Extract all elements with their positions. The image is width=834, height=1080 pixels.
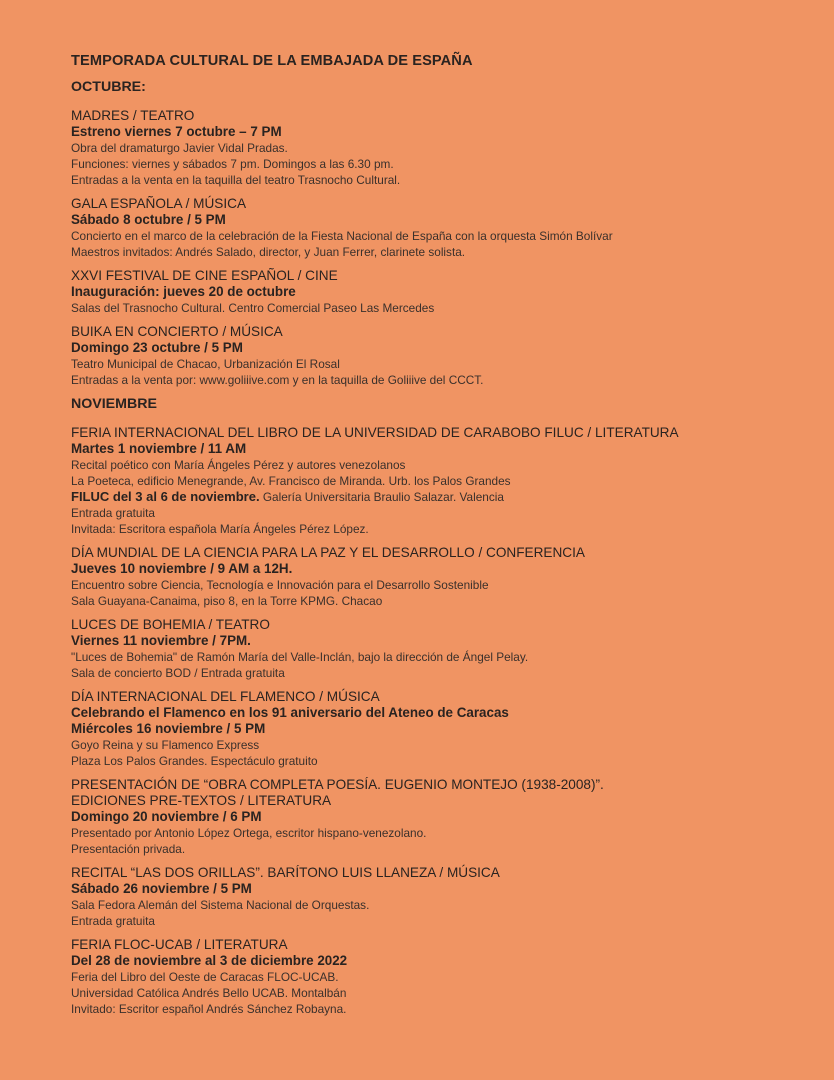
event-date: Miércoles 16 noviembre / 5 PM (71, 721, 266, 736)
event-detail-text: Entradas a la venta en la taquilla del teatro Trasnocho Cultural. (71, 173, 401, 187)
event-detail-text: Maestros invitados: Andrés Salado, director, y Juan Ferrer, clarinete solista. (71, 245, 466, 259)
event-detail (71, 649, 794, 665)
event-date: Sábado 8 octubre / 5 PM (71, 212, 226, 227)
event-detail-text: Invitado: Escritor español Andrés Sánchez Robayna. (71, 1002, 347, 1016)
page-title: TEMPORADA CULTURAL DE LA EMBAJADA DE ESPAÑA (71, 53, 473, 69)
event-detail-text: Concierto en el marco de la celebración de la Fiesta Nacional de España con la orquesta Simón Bolívar (71, 229, 613, 243)
event-block (71, 777, 794, 857)
event-block (71, 324, 794, 388)
event-detail (71, 489, 794, 505)
event-title: FERIA INTERNACIONAL DEL LIBRO DE LA UNIVERSIDAD DE CARABOBO FILUC / LITERATURA (71, 425, 679, 440)
event-detail-text: Salas del Trasnocho Cultural. Centro Comercial Paseo Las Mercedes (71, 301, 435, 315)
event-detail-text: Entrada gratuita (71, 506, 155, 520)
event-title: DÍA INTERNACIONAL DEL FLAMENCO / MÚSICA (71, 689, 380, 704)
event-detail (71, 172, 794, 188)
event-detail-highlight: FILUC del 3 al 6 de noviembre. (71, 489, 260, 504)
event-detail-text: La Poeteca, edificio Menegrande, Av. Francisco de Miranda. Urb. los Palos Grandes (71, 474, 511, 488)
event-title: FERIA FLOC-UCAB / LITERATURA (71, 937, 288, 952)
event-date: Celebrando el Flamenco en los 91 aniversario del Ateneo de Caracas (71, 705, 509, 720)
event-detail (71, 753, 794, 769)
event-detail-text: Sala Fedora Alemán del Sistema Nacional de Orquestas. (71, 898, 370, 912)
event-detail-text: Plaza Los Palos Grandes. Espectáculo gratuito (71, 754, 318, 768)
event-detail (71, 457, 794, 473)
event-block (71, 865, 794, 929)
event-date: Viernes 11 noviembre / 7PM. (71, 633, 251, 648)
event-detail-text: Recital poético con María Ángeles Pérez y autores venezolanos (71, 458, 406, 472)
event-detail-text: Feria del Libro del Oeste de Caracas FLOC-UCAB. (71, 970, 339, 984)
event-date: Domingo 23 octubre / 5 PM (71, 340, 243, 355)
event-detail-text: Sala de concierto BOD / Entrada gratuita (71, 666, 285, 680)
event-title: DÍA MUNDIAL DE LA CIENCIA PARA LA PAZ Y EL DESARROLLO / CONFERENCIA (71, 545, 585, 560)
event-detail-text: Teatro Municipal de Chacao, Urbanización El Rosal (71, 357, 340, 371)
event-detail (71, 577, 794, 593)
event-block (71, 545, 794, 609)
event-detail (71, 473, 794, 489)
event-detail (71, 156, 794, 172)
event-detail-text: Entrada gratuita (71, 914, 155, 928)
event-detail-text: Invitada: Escritora española María Ángeles Pérez López. (71, 522, 369, 536)
event-block (71, 937, 794, 1017)
event-title: PRESENTACIÓN DE “OBRA COMPLETA POESÍA. EUGENIO MONTEJO (1938-2008)”. (71, 777, 604, 792)
event-detail-text: Encuentro sobre Ciencia, Tecnología e Innovación para el Desarrollo Sostenible (71, 578, 489, 592)
event-block (71, 108, 794, 188)
event-title: GALA ESPAÑOLA / MÚSICA (71, 196, 247, 211)
event-title: RECITAL “LAS DOS ORILLAS”. BARÍTONO LUIS LLANEZA / MÚSICA (71, 865, 500, 880)
event-block (71, 425, 794, 537)
event-block (71, 617, 794, 681)
event-detail (71, 521, 794, 537)
event-detail (71, 228, 794, 244)
event-detail (71, 737, 794, 753)
event-date: Jueves 10 noviembre / 9 AM a 12H. (71, 561, 293, 576)
event-date: Martes 1 noviembre / 11 AM (71, 441, 247, 456)
event-detail-text: Sala Guayana-Canaima, piso 8, en la Torre KPMG. Chacao (71, 594, 383, 608)
event-detail-text: Obra del dramaturgo Javier Vidal Pradas. (71, 141, 288, 155)
event-title: BUIKA EN CONCIERTO / MÚSICA (71, 324, 283, 339)
event-title: XXVI FESTIVAL DE CINE ESPAÑOL / CINE (71, 268, 338, 283)
event-detail (71, 300, 794, 316)
event-detail (71, 1001, 794, 1017)
event-detail (71, 140, 794, 156)
event-date: Domingo 20 noviembre / 6 PM (71, 809, 262, 824)
month-section (71, 79, 794, 388)
event-block (71, 268, 794, 316)
event-date: Estreno viernes 7 octubre – 7 PM (71, 124, 282, 139)
event-title: LUCES DE BOHEMIA / TEATRO (71, 617, 270, 632)
event-detail (71, 505, 794, 521)
event-detail (71, 825, 794, 841)
program-sections (71, 79, 794, 1017)
event-detail (71, 841, 794, 857)
event-date: Del 28 de noviembre al 3 de diciembre 2022 (71, 953, 348, 968)
event-date: Inauguración: jueves 20 de octubre (71, 284, 296, 299)
event-detail (71, 985, 794, 1001)
event-detail-text: Galería Universitaria Braulio Salazar. Valencia (259, 490, 504, 504)
event-date: Sábado 26 noviembre / 5 PM (71, 881, 252, 896)
event-title: MADRES / TEATRO (71, 108, 195, 123)
event-detail (71, 913, 794, 929)
event-detail-text: Universidad Católica Andrés Bello UCAB. Montalbán (71, 986, 347, 1000)
event-detail (71, 969, 794, 985)
event-detail-text: Funciones: viernes y sábados 7 pm. Domingos a las 6.30 pm. (71, 157, 394, 171)
event-block (71, 689, 794, 769)
event-detail-text: Presentación privada. (71, 842, 186, 856)
event-block (71, 196, 794, 260)
event-detail (71, 372, 794, 388)
month-heading: OCTUBRE: (71, 79, 146, 95)
event-detail (71, 897, 794, 913)
event-detail-text: Presentado por Antonio López Ortega, escritor hispano-venezolano. (71, 826, 427, 840)
month-section (71, 396, 794, 1017)
event-detail-text: "Luces de Bohemia" de Ramón María del Valle-Inclán, bajo la dirección de Ángel Pelay. (71, 650, 529, 664)
event-title: EDICIONES PRE-TEXTOS / LITERATURA (71, 793, 332, 808)
month-heading: NOVIEMBRE (71, 396, 157, 412)
event-detail (71, 593, 794, 609)
event-detail-text: Goyo Reina y su Flamenco Express (71, 738, 260, 752)
event-detail-text: Entradas a la venta por: www.goliiive.com y en la taquilla de Goliiive del CCCT. (71, 373, 484, 387)
event-detail (71, 244, 794, 260)
event-detail (71, 665, 794, 681)
event-detail (71, 356, 794, 372)
